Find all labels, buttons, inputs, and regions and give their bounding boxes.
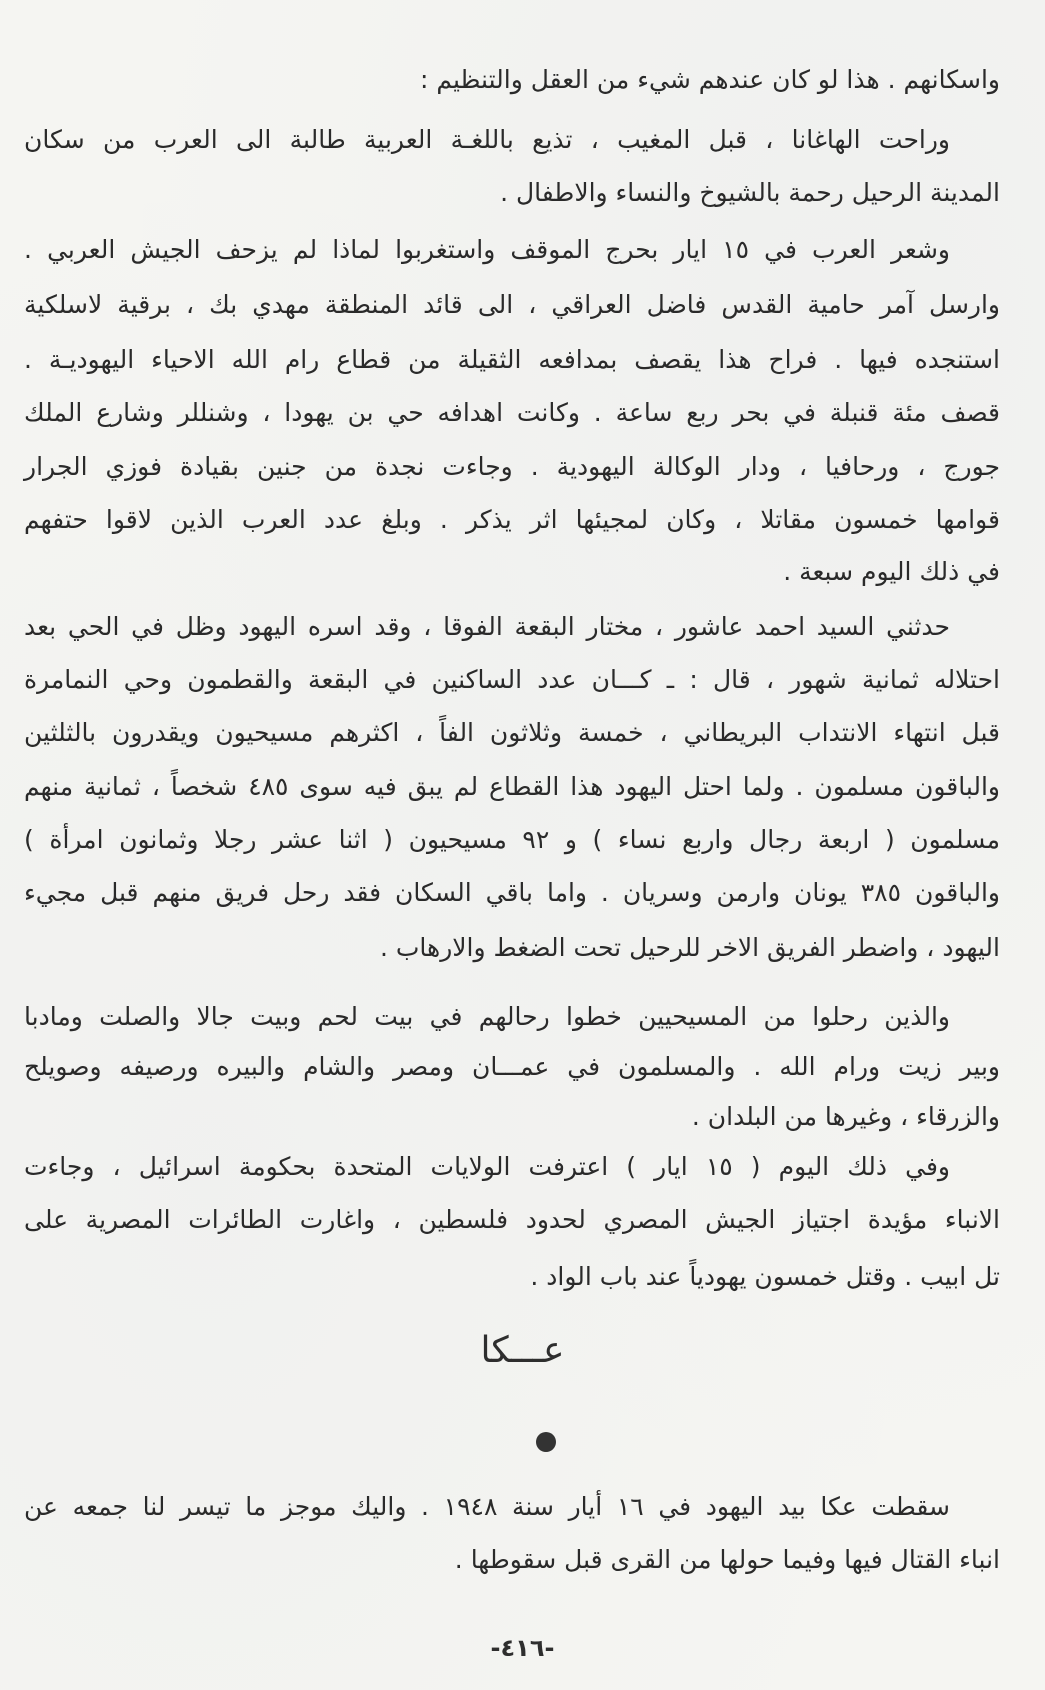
text-line: قصف مئة قنبلة في بحر ربع ساعة . وكانت اهدافه حي بن يهودا ، وشنللر وشارع الملك [24,398,1000,427]
section-heading: عـــكا [480,1330,565,1371]
text-line: والباقون ٣٨٥ يونان وارمن وسريان . واما باقي السكان فقد رحل فريق منهم قبل مجيء [24,878,1000,907]
text-line: وشعر العرب في ١٥ ايار بحرج الموقف واستغربوا لماذا لم يزحف الجيش العربي . [24,235,950,264]
text-line: احتلاله ثمانية شهور ، قال : ـ كـــان عدد الساكنين في البقعة والقطمون وحي النمامرة [24,665,1000,694]
text-line: سقطت عكا بيد اليهود في ١٦ أيار سنة ١٩٤٨ . واليك موجز ما تيسر لنا جمعه عن [24,1492,950,1521]
text-line: الانباء مؤيدة اجتياز الجيش المصري لحدود فلسطين ، واغارت الطائرات المصرية على [24,1205,1000,1234]
text-line: مسلمون ( اربعة رجال واربع نساء ) و ٩٢ مسيحيون ( اثنا عشر رجلا وثمانون امرأة ) [24,825,1000,854]
text-line: وارسل آمر حامية القدس فاضل العراقي ، الى قائد المنطقة مهدي بك ، برقية لاسلكية [24,290,1000,319]
text-line: انباء القتال فيها وفيما حولها من القرى قبل سقوطها . [454,1545,1000,1574]
text-line: وراحت الهاغانا ، قبل المغيب ، تذيع باللغـة العربية طالبة الى العرب من سكان [24,125,950,154]
text-line: واسكانهم . هذا لو كان عندهم شيء من العقل والتنظيم : [420,65,1000,94]
text-line: قوامها خمسون مقاتلا ، وكان لمجيئها اثر يذكر . وبلغ عدد العرب الذين لاقوا حتفهم [24,505,1000,534]
text-line: المدينة الرحيل رحمة بالشيوخ والنساء والاطفال . [500,178,1000,207]
text-line: والباقون مسلمون . ولما احتل اليهود هذا القطاع لم يبق فيه سوى ٤٨٥ شخصاً ، ثمانية منهم [24,772,1000,801]
text-line: جورج ، ورحافيا ، ودار الوكالة اليهودية . وجاءت نجدة من جنين بقيادة فوزي الجرار [24,452,1000,481]
text-line: قبل انتهاء الانتداب البريطاني ، خمسة وثلاثون الفاً ، اكثرهم مسيحيون ويقدرون بالثلثين [24,718,1000,747]
text-line: وفي ذلك اليوم ( ١٥ ايار ) اعترفت الولايات المتحدة بحكومة اسرائيل ، وجاءت [24,1152,950,1181]
text-line: استنجده فيها . فراح هذا يقصف بمدافعه الثقيلة من قطاع رام الله الاحياء اليهوديـة . [24,345,1000,374]
text-line: تل ابيب . وقتل خمسون يهودياً عند باب الواد . [530,1262,1000,1291]
text-line: في ذلك اليوم سبعة . [783,557,1000,586]
text-line: والزرقاء ، وغيرها من البلدان . [691,1102,1000,1131]
text-line: اليهود ، واضطر الفريق الاخر للرحيل تحت الضغط والارهاب . [379,933,1000,962]
page-number: -٤١٦- [490,1634,555,1662]
text-line: والذين رحلوا من المسيحيين خطوا رحالهم في بيت لحم وبيت جالا والصلت ومادبا [24,1002,950,1031]
bullet-ornament [536,1432,556,1452]
text-line: وبير زيت ورام الله . والمسلمون في عمـــان ومصر والشام والبيره ورصيفه وصويلح [24,1052,1000,1081]
text-line: حدثني السيد احمد عاشور ، مختار البقعة الفوقا ، وقد اسره اليهود وظل في الحي بعد [24,612,950,641]
